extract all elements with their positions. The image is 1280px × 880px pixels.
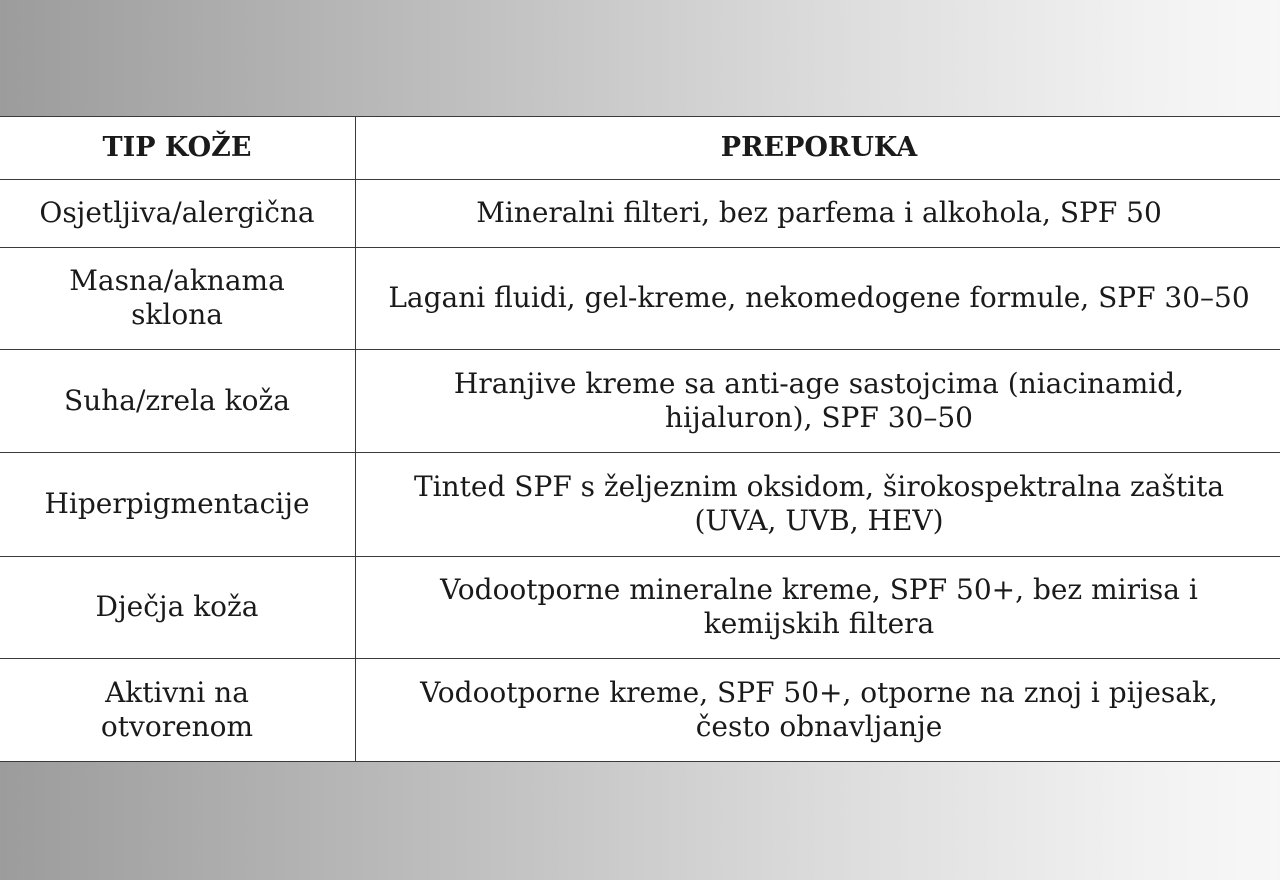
recommendation-cell: Vodootporne mineralne kreme, SPF 50+, bez mirisa i kemijskih filtera	[356, 556, 1280, 658]
table-row	[0, 453, 1280, 556]
table-sheet	[0, 116, 1280, 762]
table-row	[0, 180, 1280, 248]
bottom-gradient-band	[0, 762, 1280, 880]
recommendation-cell: Lagani fluidi, gel-kreme, nekomedogene formule, SPF 30–50	[356, 247, 1280, 349]
table-row	[0, 350, 1280, 453]
skin-type-cell: Dječja koža	[0, 556, 356, 658]
skin-type-cell: Suha/zrela koža	[0, 350, 356, 453]
recommendation-cell: Vodootporne kreme, SPF 50+, otporne na znoj i pijesak, često obnavljanje	[356, 658, 1280, 761]
header-recommendation: PREPORUKA	[356, 117, 1280, 180]
skin-type-cell: Masna/aknama sklona	[0, 247, 356, 349]
recommendation-cell: Mineralni filteri, bez parfema i alkohola, SPF 50	[356, 180, 1280, 248]
skin-type-cell: Hiperpigmentacije	[0, 453, 356, 556]
skin-type-cell: Osjetljiva/alergična	[0, 180, 356, 248]
table-row	[0, 556, 1280, 658]
recommendation-cell: Hranjive kreme sa anti-age sastojcima (niacinamid, hijaluron), SPF 30–50	[356, 350, 1280, 453]
table-row	[0, 247, 1280, 349]
recommendation-cell: Tinted SPF s željeznim oksidom, širokospektralna zaštita (UVA, UVB, HEV)	[356, 453, 1280, 556]
table-row	[0, 658, 1280, 761]
table-header-row	[0, 117, 1280, 180]
header-skin-type: TIP KOŽE	[0, 117, 356, 180]
top-gradient-band	[0, 0, 1280, 116]
skin-type-cell: Aktivni na otvorenom	[0, 658, 356, 761]
sunscreen-recommendation-table	[0, 116, 1280, 762]
